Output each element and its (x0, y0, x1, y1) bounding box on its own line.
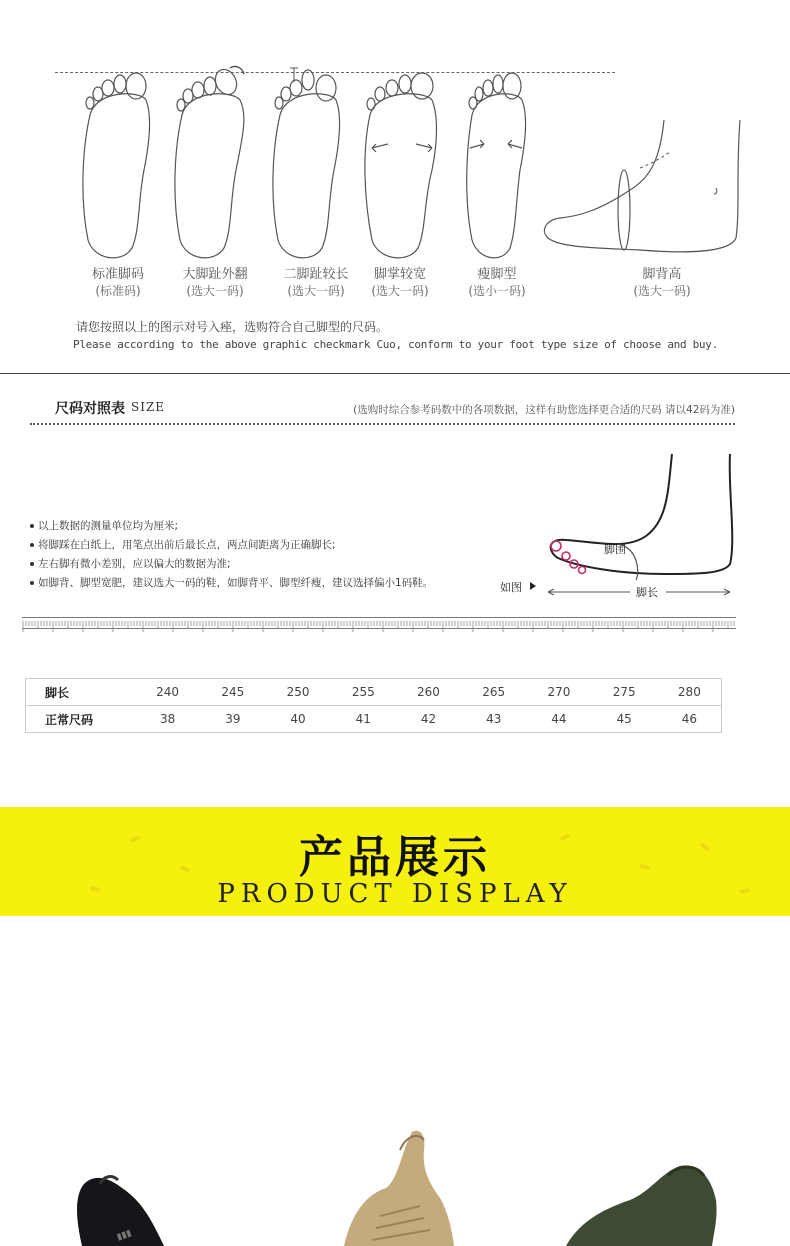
foot-type-name: 标准脚码 (91, 267, 144, 282)
ruler-ticks (22, 621, 736, 633)
instruction-cn: 请您按照以上的图示对号入痤，选购符合自己脚型的尺码。 (76, 320, 389, 334)
size-table-cell: 42 (396, 706, 461, 733)
size-table-cell: 270 (526, 679, 591, 706)
foot-type-name: 脚背高 (642, 267, 682, 282)
bullet-dot-icon (30, 543, 34, 547)
foot-girth-label: 脚围 (604, 543, 626, 556)
tan-shoe-image (344, 1131, 454, 1246)
bullet-dot-icon (30, 581, 34, 585)
arrow-right-icon (530, 582, 536, 590)
section-divider (0, 373, 790, 374)
measurement-note-text: 如脚背、脚型宽肥，建议选大一码的鞋，如脚背平、脚型纤瘦，建议选择偏小1码鞋。 (38, 577, 434, 589)
slim-foot-drawing (458, 60, 538, 265)
bullet-dot-icon (30, 524, 34, 528)
foot-type-advice: (标准码) (95, 284, 141, 298)
ruler (22, 617, 736, 629)
product-display-subtitle: PRODUCT DISPLAY (217, 879, 573, 909)
measurement-note (30, 574, 433, 593)
black-shoe-image (77, 1177, 164, 1246)
size-chart-note: (选购时综合参考码数中的各项数据，这样有助您选择更合适的尺码 请以42码为准) (353, 404, 735, 416)
high-instep-foot-drawing (540, 60, 745, 265)
foot-type-wide (350, 266, 450, 300)
size-table-cell: 46 (657, 706, 722, 733)
measurement-note (30, 555, 433, 574)
measurement-note-text: 左右脚有微小差别，应以偏大的数据为准; (38, 558, 231, 570)
shoe-previews (0, 1120, 790, 1246)
size-table-cell: 265 (461, 679, 526, 706)
size-table-cell: 250 (265, 679, 330, 706)
size-table-cell: 43 (461, 706, 526, 733)
measurement-note-text: 将脚踩在白纸上，用笔点出前后最长点，两点间距离为正确脚长; (38, 539, 336, 551)
size-table-cell: 240 (135, 679, 200, 706)
bullet-dot-icon (30, 562, 34, 566)
size-table-row-label: 脚长 (25, 679, 135, 706)
measurement-note (30, 536, 433, 555)
foot-type-name: 二脚趾较长 (283, 267, 349, 282)
olive-shoe-image (566, 1165, 717, 1246)
measurement-note-text: 以上数据的测量单位均为厘米; (38, 520, 179, 532)
size-chart-header (30, 392, 735, 422)
standard-foot-drawing (78, 60, 158, 265)
size-table-cell: 245 (200, 679, 265, 706)
svg-text:▮▮▮: ▮▮▮ (115, 1228, 133, 1243)
foot-type-bunion (165, 266, 265, 300)
size-table-cell: 260 (396, 679, 461, 706)
size-table-row (25, 679, 722, 706)
size-table-cell: 275 (592, 679, 657, 706)
foot-type-name: 瘦脚型 (477, 267, 517, 282)
size-table-cell: 39 (200, 706, 265, 733)
product-display-title: 产品展示 (299, 832, 491, 883)
wide-foot-drawing (362, 60, 442, 265)
foot-measure-figure (496, 440, 741, 608)
foot-type-slim (447, 266, 547, 300)
size-table-cell: 255 (331, 679, 396, 706)
size-chart-title: 尺码对照表 (55, 401, 125, 417)
instruction-en: Please according to the above graphic checkmark Cuo, conform to your foot type size of choose and buy. (73, 338, 718, 351)
foot-type-advice: (选大一码) (633, 284, 691, 298)
size-table-cell: 44 (526, 706, 591, 733)
size-table-cell: 41 (331, 706, 396, 733)
foot-type-standard (68, 266, 168, 300)
size-chart-title-en: SIZE (131, 400, 166, 414)
foot-type-advice: (选大一码) (371, 284, 429, 298)
measurement-note (30, 517, 433, 536)
as-shown-label: 如图 (500, 581, 522, 594)
foot-length-label: 脚长 (636, 586, 658, 599)
foot-type-high-instep (612, 266, 712, 300)
foot-type-name: 大脚趾外翻 (182, 267, 248, 282)
size-table-cell: 280 (657, 679, 722, 706)
foot-type-advice: (选大一码) (287, 284, 345, 298)
size-table-cell: 40 (265, 706, 330, 733)
size-chart-dotted-line (30, 423, 735, 425)
measurement-notes (30, 517, 433, 593)
product-display-banner (0, 807, 790, 916)
size-table (25, 678, 722, 733)
foot-type-advice: (选大一码) (186, 284, 244, 298)
size-table-cell: 45 (592, 706, 657, 733)
size-table-row (25, 706, 722, 733)
bunion-foot-drawing (170, 60, 250, 265)
foot-type-advice: (选小一码) (468, 284, 526, 298)
size-table-row-label: 正常尺码 (25, 706, 135, 733)
foot-type-name: 脚掌较宽 (373, 267, 426, 282)
foot-type-guide (0, 0, 790, 374)
size-table-cell: 38 (135, 706, 200, 733)
long-second-toe-foot-drawing (268, 60, 348, 265)
